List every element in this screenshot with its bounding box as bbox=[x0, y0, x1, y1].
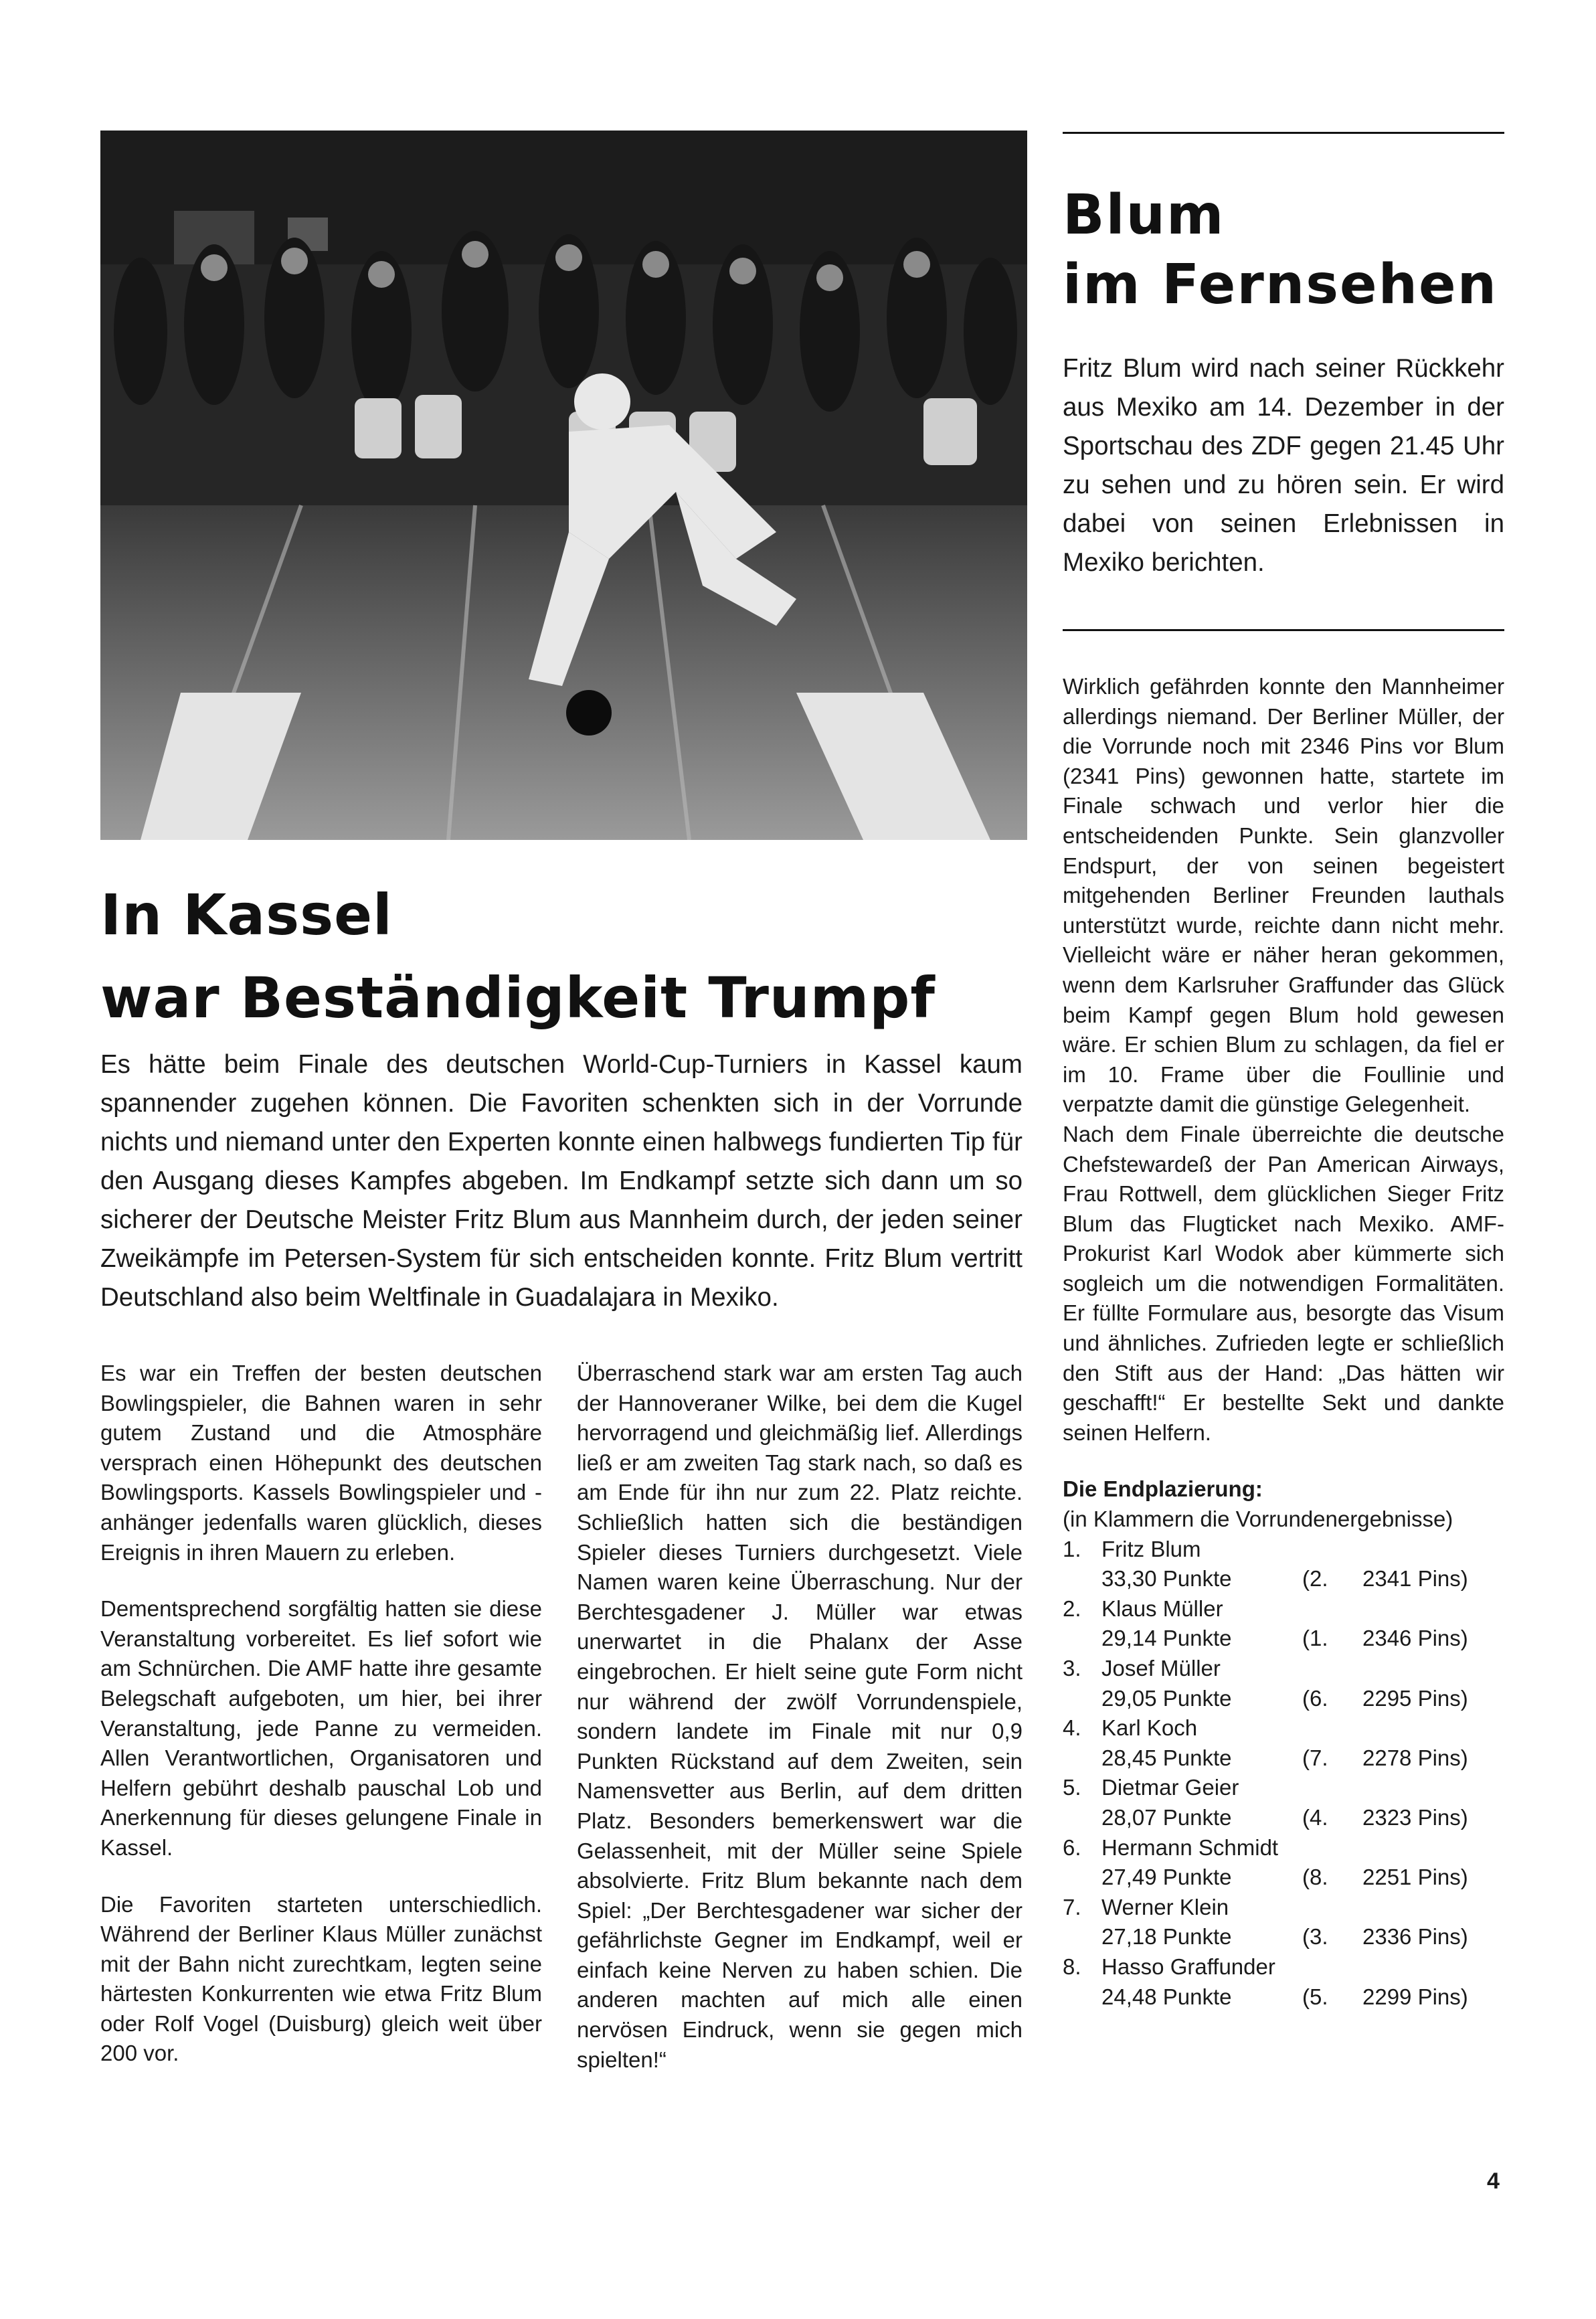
result-rank: 8. bbox=[1063, 1954, 1081, 1979]
sidebar-title-line1: Blum bbox=[1063, 183, 1225, 247]
paragraph: Wirklich gefährden konnte den Mannheimer allerdings niemand. Der Berliner Müller, der die Vorrunde noch mit 2346 Pins vor Blum (2341 Pins) gewonnen hatte, startete im Finale schwach und verlor hier die entscheidenden Punkte. Sein glanzvoller Endspurt, der von seinen begeistert mitgehenden Berliner Freunden lauthals unterstützt wurde, reichte dann nicht mehr. Vielleicht wäre er näher heran gekommen, wenn dem Karlsruher Graffunder das Glück beim Kampf gegen Blum hold gewesen wäre. Er schien Blum zu schlagen, da fiel er im 10. Frame über die Foullinie und verpatzte damit die günstige Gelegenheit. bbox=[1063, 674, 1504, 1117]
article-column-1 bbox=[100, 1359, 542, 2095]
results-heading: Die Endplazierung: bbox=[1063, 1476, 1263, 1502]
result-name: Fritz Blum bbox=[1101, 1536, 1201, 1561]
article-column-3 bbox=[1063, 672, 1504, 2012]
result-prelim-rank: (5. bbox=[1302, 1984, 1328, 2009]
result-rank: 2. bbox=[1063, 1596, 1081, 1621]
result-entry bbox=[1063, 1535, 1504, 1594]
result-name: Hermann Schmidt bbox=[1101, 1834, 1279, 1860]
result-name: Werner Klein bbox=[1101, 1894, 1229, 1919]
result-rank: 5. bbox=[1063, 1775, 1081, 1800]
result-name: Karl Koch bbox=[1101, 1715, 1198, 1741]
result-rank: 4. bbox=[1063, 1715, 1081, 1741]
bottom-rule bbox=[1063, 629, 1504, 631]
result-points: 27,18 Punkte bbox=[1101, 1924, 1232, 1950]
result-entry bbox=[1063, 1654, 1504, 1713]
result-rank: 1. bbox=[1063, 1536, 1081, 1561]
result-name: Dietmar Geier bbox=[1101, 1775, 1239, 1800]
result-entry bbox=[1063, 1594, 1504, 1654]
results-list bbox=[1063, 1535, 1504, 2012]
result-rank: 6. bbox=[1063, 1834, 1081, 1860]
result-prelim-pins: 2299 Pins) bbox=[1362, 1984, 1468, 2009]
result-rank: 7. bbox=[1063, 1894, 1081, 1919]
result-prelim-pins: 2251 Pins) bbox=[1362, 1865, 1468, 1890]
result-rank: 3. bbox=[1063, 1656, 1081, 1681]
paragraph: Nach dem Finale überreichte die deutsche Chefstewardeß der Pan American Airways, Frau Rottwell, dem glücklichen Sieger Fritz Blum das Flugticket nach Mexiko. AMF-Prokurist Karl Wodok aber kümmerte sich sogleich um die notwendigen Formalitäten. Er füllte Formulare aus, besorgte das Visum und ähnliches. Zufrieden legte er schließlich den Stift aus der Hand: „Das hätten wir geschafft!“ Er bestellte Sekt und dankte seinen Helfern. bbox=[1063, 1121, 1504, 1445]
main-title bbox=[100, 873, 1024, 1039]
lead-paragraph: Es hätte beim Finale des deutschen World-Cup-Turniers in Kassel kaum spannender zugehen können. Die Favoriten schenkten sich in der Vorrunde nichts und niemand unter den Experten konnte einen halbwegs fundierten Tip für den Ausgang dieses Kampfes abgeben. Im Endkampf setzte sich dann um so sicherer der Deutsche Meister Fritz Blum aus Mannheim durch, der jeden seiner Zweikämpfe im Petersen-System für sich entscheiden konnte. Fritz Blum vertritt Deutschland also beim Weltfinale in Guadalajara in Mexiko. bbox=[100, 1050, 1023, 1312]
sidebar-title bbox=[1063, 181, 1544, 320]
result-points: 28,07 Punkte bbox=[1101, 1804, 1232, 1830]
result-prelim-rank: (4. bbox=[1302, 1804, 1328, 1830]
result-points: 27,49 Punkte bbox=[1101, 1865, 1232, 1890]
result-name: Josef Müller bbox=[1101, 1656, 1221, 1681]
result-prelim-rank: (3. bbox=[1302, 1924, 1328, 1950]
result-prelim-rank: (2. bbox=[1302, 1566, 1328, 1592]
result-points: 33,30 Punkte bbox=[1101, 1566, 1232, 1592]
result-entry bbox=[1063, 1713, 1504, 1773]
result-entry bbox=[1063, 1893, 1504, 1952]
main-title-line2: war Beständigkeit Trumpf bbox=[100, 965, 936, 1031]
result-prelim-pins: 2278 Pins) bbox=[1362, 1745, 1468, 1770]
result-entry bbox=[1063, 1833, 1504, 1893]
result-points: 29,05 Punkte bbox=[1101, 1685, 1232, 1711]
paragraph: Dementsprechend sorgfältig hatten sie diese Veranstaltung vorbereitet. Es lief sofort wie am Schnürchen. Die AMF hatte ihre gesamte Belegschaft aufgeboten, um hier, bei ihrer Veranstaltung, jede Panne zu vermeiden. Allen Verantwortlichen, Organisatoren und Helfern gebührt deshalb pauschal Lob und Anerkennung für dieses gelungene Finale in Kassel. bbox=[100, 1596, 542, 1860]
result-points: 24,48 Punkte bbox=[1101, 1984, 1232, 2009]
bowling-photo bbox=[100, 131, 1027, 840]
result-points: 28,45 Punkte bbox=[1101, 1745, 1232, 1770]
page-number: 4 bbox=[1487, 2168, 1500, 2194]
result-prelim-pins: 2336 Pins) bbox=[1362, 1924, 1468, 1950]
paragraph: Die Favoriten starteten unterschiedlich. Während der Berliner Klaus Müller zunächst mit der Bahn nicht zurechtkam, legten seine härtesten Konkurrenten wie etwa Fritz Blum oder Rolf Vogel (Duisburg) gleich weit über 200 vor. bbox=[100, 1891, 542, 2066]
result-prelim-rank: (8. bbox=[1302, 1865, 1328, 1890]
paragraph: Es war ein Treffen der besten deutschen Bowlingspieler, die Bahnen waren in sehr gutem Zustand und die Atmosphäre versprach einen Höhepunkt des deutschen Bowlingsports. Kassels Bowlingspieler und -anhänger jedenfalls waren glücklich, dieses Ereignis in ihren Mauern zu erleben. bbox=[100, 1361, 542, 1565]
result-name: Klaus Müller bbox=[1101, 1596, 1223, 1621]
result-prelim-rank: (7. bbox=[1302, 1745, 1328, 1770]
main-title-line1: In Kassel bbox=[100, 882, 393, 948]
result-prelim-pins: 2346 Pins) bbox=[1362, 1626, 1468, 1651]
result-prelim-pins: 2295 Pins) bbox=[1362, 1685, 1468, 1711]
paragraph: Überraschend stark war am ersten Tag auch der Hannoveraner Wilke, bei dem die Kugel hervorragend und gleichmäßig lief. Allerdings ließ er am zweiten Tag stark nach, so daß es am Ende für ihn nur zum 22. Platz reichte. Schließlich hatten sich die beständigen Spieler dieses Turniers durchgesetzt. Viele Namen waren keine Überraschung. Nur der Berchtesgadener J. Müller war etwas unerwartet in die Phalanx der Asse eingebrochen. Er hielt seine gute Form nicht nur während der zwölf Vorrundenspiele, sondern landete im Finale mit nur 0,9 Punkten Rückstand auf dem Zweiten, sein Namensvetter aus Berlin, auf dem dritten Platz. Besonders bemerkenswert war die Gelassenheit, mit der Müller seine Spiele absolvierte. Fritz Blum bekannte nach dem Spiel: „Der Berchtesgadener war sicher der gefährlichste Gegner im Endkampf, weil er einfach keine Nerven zu haben schien. Die anderen machten auf mich alle einen nervösen Eindruck, wenn sie gegen mich spielten!“ bbox=[577, 1361, 1023, 2072]
result-prelim-pins: 2341 Pins) bbox=[1362, 1566, 1468, 1592]
sidebar-body: Fritz Blum wird nach seiner Rückkehr aus Mexiko am 14. Dezember in der Sportschau des ZDF gegen 21.45 Uhr zu sehen und zu hören sein. Er wird dabei von seinen Erlebnissen in Mexiko berichten. bbox=[1063, 354, 1504, 577]
sidebar-title-line2: im Fernsehen bbox=[1063, 253, 1498, 317]
article-column-2 bbox=[577, 1359, 1023, 2101]
top-rule bbox=[1063, 132, 1504, 134]
results-note: (in Klammern die Vorrundenergebnisse) bbox=[1063, 1507, 1453, 1532]
result-prelim-rank: (1. bbox=[1302, 1626, 1328, 1651]
result-points: 29,14 Punkte bbox=[1101, 1626, 1232, 1651]
result-prelim-rank: (6. bbox=[1302, 1685, 1328, 1711]
result-name: Hasso Graffunder bbox=[1101, 1954, 1275, 1979]
result-entry bbox=[1063, 1952, 1504, 2012]
result-entry bbox=[1063, 1773, 1504, 1832]
bowler-image bbox=[100, 131, 1027, 840]
result-prelim-pins: 2323 Pins) bbox=[1362, 1804, 1468, 1830]
